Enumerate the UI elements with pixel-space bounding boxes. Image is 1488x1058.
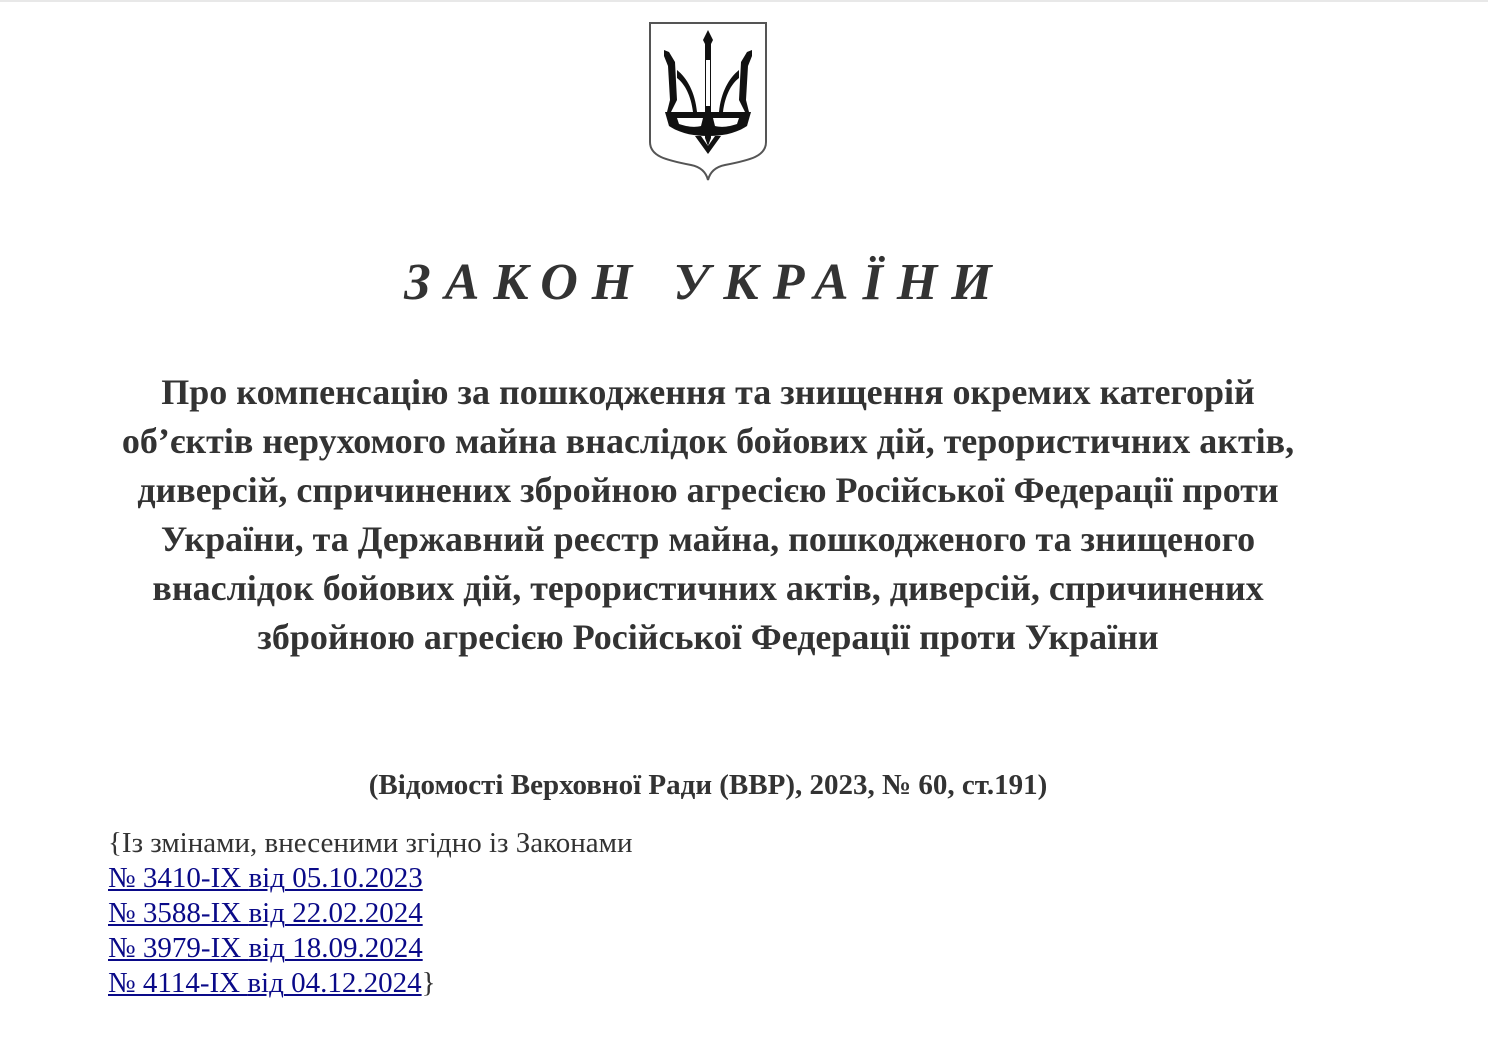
amendment-link[interactable]: № 3588-IX від 22.02.2024 <box>108 897 423 929</box>
top-divider <box>0 0 1488 2</box>
amendment-link[interactable]: № 3979-IX від 18.09.2024 <box>108 932 423 964</box>
amendment-item: № 4114-IX від 04.12.2024} <box>108 967 436 999</box>
amendment-item <box>108 931 1108 966</box>
gazette-reference: (Відомості Верховної Ради (ВВР), 2023, № 60, ст.191) <box>368 769 1048 801</box>
amendment-link[interactable]: № 4114-IX від 04.12.2024 <box>108 967 422 999</box>
law-heading: ЗАКОН УКРАЇНИ <box>404 254 1006 311</box>
amendment-item <box>108 896 1108 931</box>
amendment-link[interactable]: № 3410-IX від 05.10.2023 <box>108 862 423 894</box>
amendments-intro: {Із змінами, внесеними згідно із Законами <box>108 827 633 859</box>
amendments-block <box>108 826 1108 1001</box>
coat-of-arms-icon <box>647 20 769 182</box>
amendment-item <box>108 861 1108 896</box>
law-title: Про компенсацію за пошкодження та знищення окремих категорій об’єктів нерухомого майна внаслідок бойових дій, терористичних актів, диверсій, спричинених збройною агресією Російської Федерації проти України, та Державний реєстр майна, пошкодженого та знищеного внаслідок бойових дій, терористичних актів, диверсій, спричинених збройною агресією Російської Федерації проти України <box>121 372 1295 657</box>
